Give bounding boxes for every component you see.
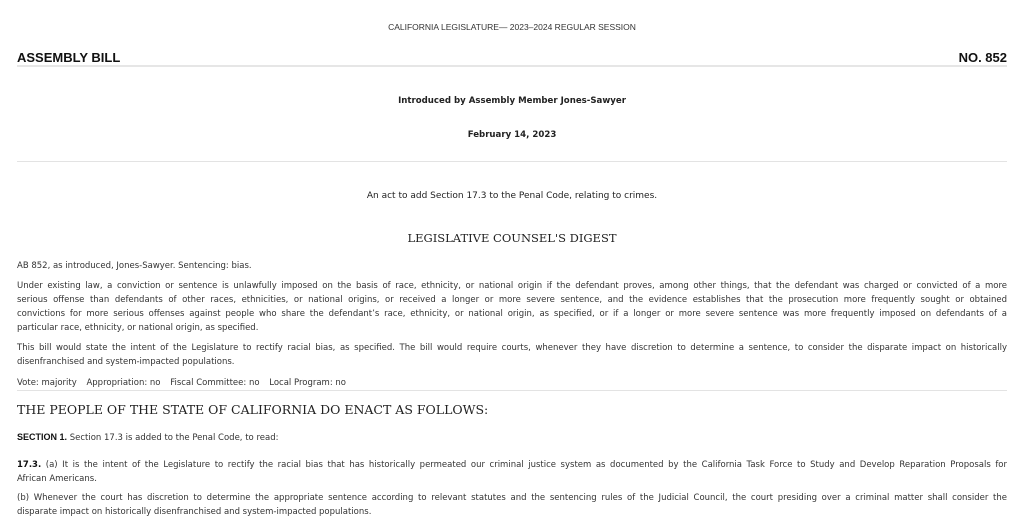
digest-summary: AB 852, as introduced, Jones-Sawyer. Sentencing: bias. <box>17 261 252 271</box>
divider <box>17 65 1007 67</box>
text-line: particular race, ethnicity, or national origin, as specified. <box>17 323 259 333</box>
section-1-text: Section 17.3 is added to the Penal Code, to read: <box>69 433 279 443</box>
local-program: Local Program: no <box>269 378 346 388</box>
bill-type: ASSEMBLY BILL <box>17 50 121 65</box>
introduced-date: February 14, 2023 <box>467 130 557 140</box>
section-1-label: SECTION 1. <box>17 432 68 442</box>
digest-paragraph-2 <box>17 341 1007 369</box>
bill-number: NO. 852 <box>958 50 1007 65</box>
text-line: This bill would state the intent of the Legislature to rectify racial bias, as specified. The bill would require courts, whenever they have discretion to determine a sentence, to consider the disparate impact on historically <box>17 343 1007 353</box>
text-line: serious offense than defendants of other races, ethnicities, or national origins, or received a longer or more severe sentence, and the evidence establishes that the prosecution more frequently sought or obtained <box>17 295 1007 305</box>
section-1 <box>17 430 1007 445</box>
vote: Vote: majority <box>17 378 77 388</box>
text-line: Under existing law, a conviction or sentence is unlawfully imposed on the basis of race, ethnicity, or national origin if the defendant proves, among other things, that the defendant was charged or convicted of a more <box>17 281 1007 291</box>
digest-heading: LEGISLATIVE COUNSEL'S DIGEST <box>407 231 617 245</box>
section-17-3-b <box>17 491 1007 519</box>
text-line: convictions for more serious offenses against people who share the defendant’s race, ethnicity, or national origin, as specified, or if a longer or more severe sentence was more frequently imposed on defendants of a <box>17 309 1007 319</box>
section-17-3-a <box>17 458 1007 486</box>
fiscal-committee: Fiscal Committee: no <box>170 378 260 388</box>
text-line: (b) Whenever the court has discretion to determine the appropriate sentence according to relevant statutes and the sentencing rules of the Judicial Council, the court presiding over a criminal matter shall consider the <box>17 493 1007 503</box>
section-17-3-label: 17.3. <box>17 460 42 470</box>
text-line: disparate impact on historically disenfranchised and system-impacted populations. <box>17 507 372 517</box>
divider <box>17 390 1007 391</box>
session-header: CALIFORNIA LEGISLATURE— 2023–2024 REGULAR SESSION <box>388 22 636 32</box>
digest-paragraph-1 <box>17 279 1007 335</box>
enacting-clause: THE PEOPLE OF THE STATE OF CALIFORNIA DO ENACT AS FOLLOWS: <box>17 402 489 417</box>
text-line: African Americans. <box>17 474 97 484</box>
appropriation: Appropriation: no <box>86 378 161 388</box>
vote-info <box>17 376 1007 390</box>
bill-title-row <box>17 50 1007 65</box>
bill-title: An act to add Section 17.3 to the Penal Code, relating to crimes. <box>366 191 658 201</box>
text-line-content: (a) It is the intent of the Legislature to rectify the racial bias that has historically permeated our criminal justice system as documented by the California Task Force to Study and Develop Reparation Proposals for <box>45 460 1008 470</box>
introduced-by: Introduced by Assembly Member Jones-Sawyer <box>398 96 626 106</box>
text-line: disenfranchised and system-impacted populations. <box>17 357 235 367</box>
text-line <box>17 458 1007 472</box>
divider <box>17 161 1007 162</box>
